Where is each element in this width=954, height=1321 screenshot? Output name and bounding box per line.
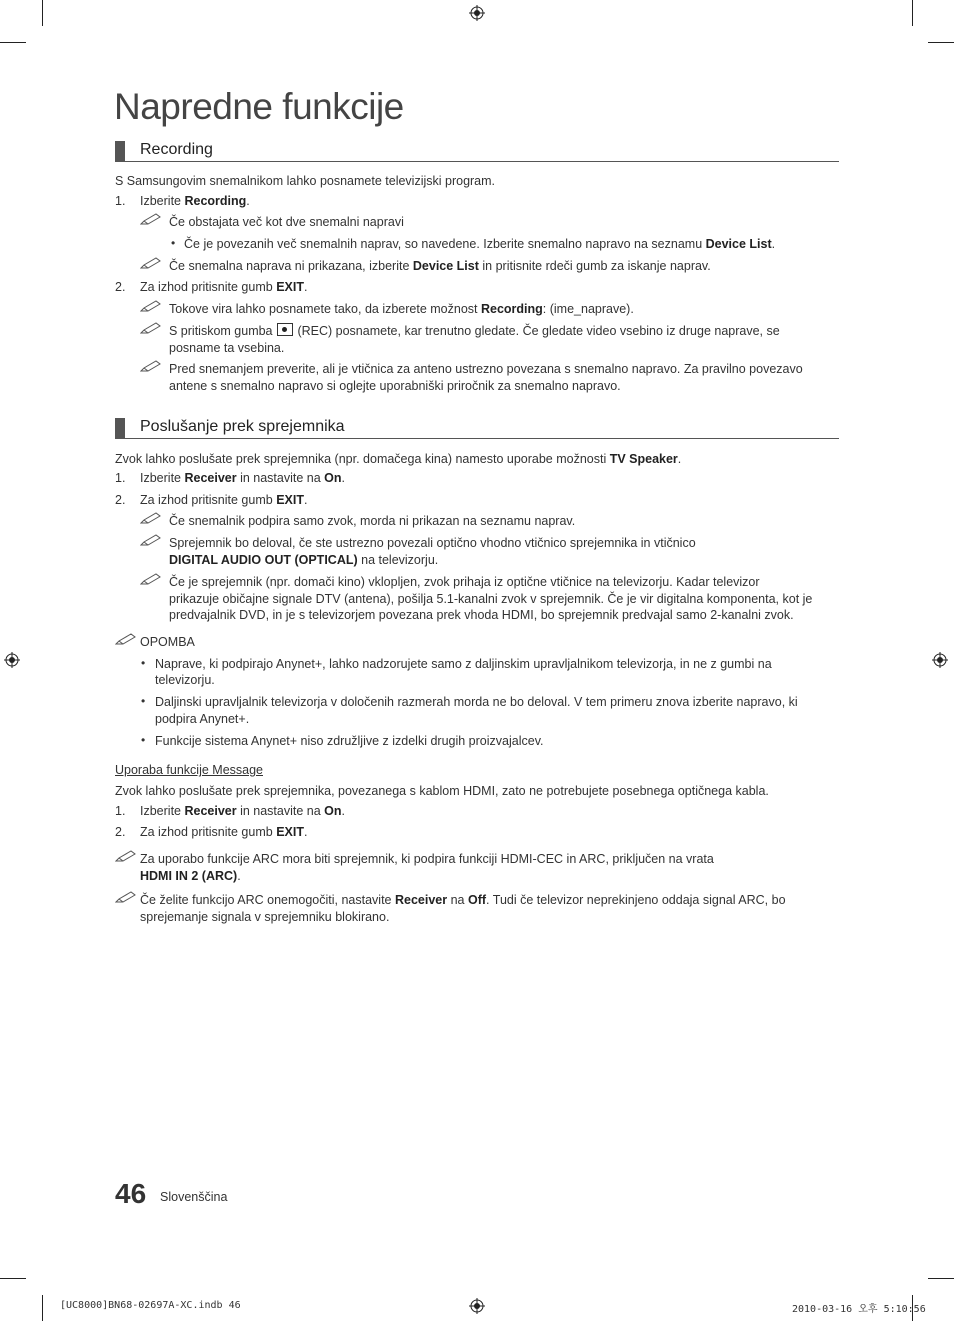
- crop-mark: [928, 1278, 954, 1279]
- step-number: 2.: [115, 493, 126, 507]
- step-number: 1.: [115, 804, 126, 818]
- pencil-note-icon: [115, 633, 137, 645]
- bullet-text: Funkcije sistema Anynet+ niso združljive z izdelki drugih proizvajalcev.: [155, 734, 544, 748]
- page-language: Slovenščina: [160, 1190, 228, 1204]
- crop-mark: [42, 0, 43, 26]
- step-number: 1.: [115, 471, 126, 485]
- page-number: 46: [115, 1178, 147, 1209]
- note-label: OPOMBA: [140, 635, 195, 649]
- step-number: 1.: [115, 194, 126, 208]
- paragraph: S Samsungovim snemalnikom lahko posnamete televizijski program.: [115, 174, 496, 188]
- step-number: 2.: [115, 280, 126, 294]
- note-text: Če je sprejemnik (npr. domači kino) vklopljen, zvok prihaja iz optične vtičnice na televizorju. Kadar televizor: [169, 575, 760, 589]
- registration-mark-icon: [4, 652, 20, 668]
- pencil-note-icon: [140, 257, 162, 269]
- note-text: Sprejemnik bo deloval, če ste ustrezno povezali optično vhodno vtičnico sprejemnika in vtičnico: [169, 536, 696, 550]
- page-title: Napredne funkcije: [114, 86, 404, 127]
- bullet-text: Če je povezanih več snemalnih naprav, so navedene. Izberite snemalno napravo na seznamu Device List.: [184, 237, 776, 251]
- crop-mark: [0, 1278, 26, 1279]
- note-text: Če obstajata več kot dve snemalni napravi: [169, 215, 404, 229]
- note-text: Pred snemanjem preverite, ali je vtičnica za anteno ustrezno povezana s snemalno napravo. Za pravilno povezavo: [169, 362, 803, 376]
- section-bar: [115, 141, 125, 161]
- step-text: Za izhod pritisnite gumb EXIT.: [140, 280, 308, 294]
- bullet: •: [171, 236, 176, 250]
- crop-mark: [42, 1295, 43, 1321]
- bullet: •: [141, 733, 146, 747]
- subsection-heading: Uporaba funkcije Message: [115, 763, 263, 777]
- pencil-note-icon: [140, 360, 162, 372]
- pencil-note-icon: [140, 512, 162, 524]
- footer-datetime: 2010-03-16 오후 5:10:56: [792, 1304, 926, 1315]
- crop-mark: [0, 42, 26, 43]
- pencil-note-icon: [140, 322, 162, 334]
- section-heading-recording: [115, 141, 839, 162]
- step-number: 2.: [115, 825, 126, 839]
- bullet-text: Daljinski upravljalnik televizorja v določenih razmerah morda ne bo deloval. V tem primeru znova izberite napravo, ki: [155, 695, 798, 709]
- crop-mark: [928, 42, 954, 43]
- pencil-note-icon: [140, 534, 162, 546]
- section-bar: [115, 418, 125, 438]
- bullet-text: televizorju.: [155, 673, 215, 687]
- note-text: Če snemalnik podpira samo zvok, morda ni prikazan na seznamu naprav.: [169, 514, 576, 528]
- registration-mark-icon: [469, 1298, 485, 1314]
- paragraph: Zvok lahko poslušate prek sprejemnika, povezanega s kablom HDMI, zato ne potrebujete posebnega optičnega kabla.: [115, 784, 769, 798]
- bullet: •: [141, 656, 146, 670]
- bullet: •: [141, 694, 146, 708]
- record-button-icon: [277, 323, 293, 336]
- note-text: Tokove vira lahko posnamete tako, da izberete možnost Recording: (ime_naprave).: [169, 302, 634, 316]
- bullet-text: podpira Anynet+.: [155, 712, 250, 726]
- footer-file-info: [UC8000]BN68-02697A-XC.indb 46: [60, 1300, 241, 1311]
- note-text: antene s snemalno napravo si oglejte uporabniški priročnik za snemalno napravo.: [169, 379, 621, 393]
- note-text: sprejemanje signala v sprejemniku blokirano.: [140, 910, 390, 924]
- pencil-note-icon: [115, 891, 137, 903]
- pencil-note-icon: [140, 213, 162, 225]
- step-text: Za izhod pritisnite gumb EXIT.: [140, 825, 308, 839]
- note-text: Če želite funkcijo ARC onemogočiti, nastavite Receiver na Off. Tudi če televizor neprekinjeno oddaja signal ARC, bo: [140, 893, 786, 907]
- registration-mark-icon: [469, 5, 485, 21]
- step-text: Izberite Recording.: [140, 194, 250, 208]
- paragraph: Zvok lahko poslušate prek sprejemnika (npr. domačega kina) namesto uporabe možnosti TV Speaker.: [115, 452, 682, 466]
- section-heading-receiver: [115, 418, 839, 439]
- step-text: Izberite Receiver in nastavite na On.: [140, 471, 345, 485]
- note-text: prikazuje običajne signale DTV (antena), pošilja 5.1-kanalni zvok v sprejemnik. Če je vir digitalna komponenta, kot je: [169, 592, 813, 606]
- bullet-text: Naprave, ki podpirajo Anynet+, lahko nadzorujete samo z daljinskim upravljalnikom televizorja, in ne z gumbi na: [155, 657, 772, 671]
- pencil-note-icon: [115, 850, 137, 862]
- note-text: HDMI IN 2 (ARC).: [140, 869, 241, 883]
- note-text: Za uporabo funkcije ARC mora biti sprejemnik, ki podpira funkciji HDMI-CEC in ARC, priključen na vrata: [140, 852, 714, 866]
- note-text: posname ta vsebina.: [169, 341, 285, 355]
- section-title: Poslušanje prek sprejemnika: [140, 418, 345, 435]
- section-title: Recording: [140, 141, 213, 158]
- step-text: Za izhod pritisnite gumb EXIT.: [140, 493, 308, 507]
- crop-mark: [912, 0, 913, 26]
- step-text: Izberite Receiver in nastavite na On.: [140, 804, 345, 818]
- note-text: predvajalnik DVD, in je s televizorjem povezana prek vhoda HDMI, bo sprejemnik predvajal samo 2-kanalni zvok.: [169, 608, 794, 622]
- note-text: DIGITAL AUDIO OUT (OPTICAL) na televizorju.: [169, 553, 439, 567]
- note-text: Če snemalna naprava ni prikazana, izberite Device List in pritisnite rdeči gumb za iskanje naprav.: [169, 259, 711, 273]
- pencil-note-icon: [140, 300, 162, 312]
- note-text: S pritiskom gumba (REC) posnamete, kar trenutno gledate. Če gledate video vsebino iz druge naprave, se: [169, 324, 780, 338]
- registration-mark-icon: [932, 652, 948, 668]
- pencil-note-icon: [140, 573, 162, 585]
